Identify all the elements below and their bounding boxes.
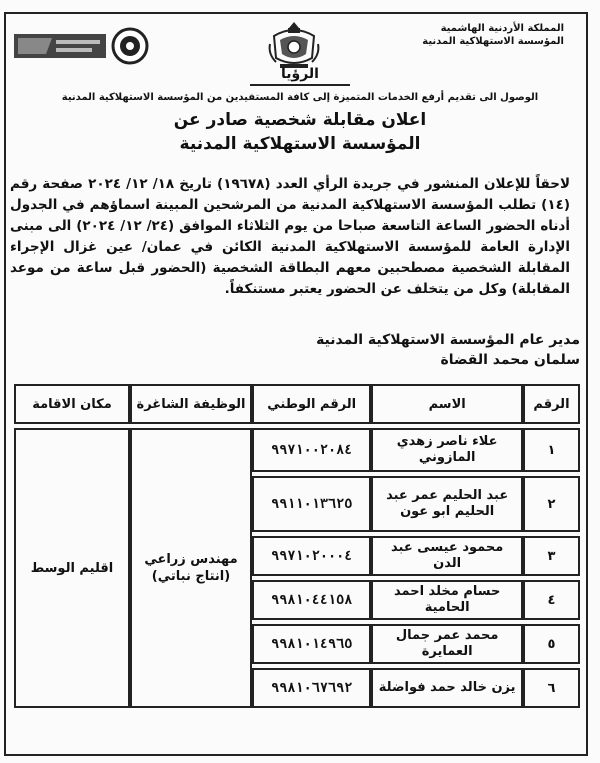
- header-residence: مكان الاقامة: [14, 384, 130, 424]
- row-national-id: ٩٩٨١٠٤٤١٥٨: [252, 580, 371, 620]
- signatory-title: مدير عام المؤسسة الاستهلاكية المدنية: [316, 332, 580, 348]
- row-name: عبد الحليم عمر عبد الحليم ابو عون: [371, 476, 523, 532]
- row-national-id: ٩٩٧١٠٢٠٠٠٤: [252, 536, 371, 576]
- signature-block: [20, 330, 580, 370]
- row-num: ٥: [523, 624, 580, 664]
- header-job: الوظيفة الشاغرة: [130, 384, 252, 424]
- jordan-crest-icon: [266, 18, 322, 70]
- header-institution: [414, 22, 564, 48]
- row-name: علاء ناصر زهدي المازوني: [371, 428, 523, 472]
- header-num: الرقم: [523, 384, 580, 424]
- residence-cell: اقليم الوسط: [14, 428, 130, 708]
- row-national-id: ٩٩٨١٠١٤٩٦٥: [252, 624, 371, 664]
- announcement-body: لاحقاً للإعلان المنشور في جريدة الرأي العدد (١٩٦٧٨) تاريخ ١٨/ ١٢/ ٢٠٢٤ صفحة رقم (١٤) تطلب المؤسسة الاستهلاكية المدنية من المرشحين المبينة اسماؤهم في الجدول أدناه الحضور الساعة التاسعة صباحا من يوم الثلاثاء الموافق (٢٤/ ١٢/ ٢٠٢٤) الى مبنى الإدارة العامة للمؤسسة الاستهلاكية المدنية الكائن في عمان/ عين غزال الإجراء المقابلة الشخصية مصطحبين معهم البطاقة الشخصية (الحضور قبل ساعة من موعد المقابلة) وكل من يتخلف عن الحضور يعتبر مستنكفاً.: [10, 176, 571, 297]
- institution-name: المؤسسة الاستهلاكية المدنية: [422, 36, 564, 47]
- header-national-id: الرقم الوطني: [252, 384, 371, 424]
- title-line-2: المؤسسة الاستهلاكية المدنية: [179, 134, 421, 154]
- header-name: الاسم: [371, 384, 523, 424]
- candidates-table: [14, 380, 580, 712]
- row-num: ٦: [523, 668, 580, 708]
- table-row: [14, 428, 580, 472]
- signatory-name: سلمان محمد القضاة: [440, 352, 580, 368]
- job-title-cell: مهندس زراعي (انتاج نباتي): [130, 428, 252, 708]
- row-name: حسام مخلد احمد الحامية: [371, 580, 523, 620]
- row-national-id: ٩٩١١٠١٣٦٢٥: [252, 476, 371, 532]
- row-national-id: ٩٩٨١٠٦٧٦٩٢: [252, 668, 371, 708]
- row-name: محمود عيسى عبد الدن: [371, 536, 523, 576]
- table-header-row: [14, 384, 580, 424]
- slogan: الوصول الى تقديم أرفع الخدمات المتميزة إلى كافة المستفيدين من المؤسسة الاستهلاكية المدنية: [61, 92, 539, 103]
- kingdom-name: المملكة الأردنية الهاشمية: [440, 23, 564, 34]
- title-line-1: اعلان مقابلة شخصية صادر عن: [173, 110, 427, 130]
- row-num: ٢: [523, 476, 580, 532]
- row-name: محمد عمر جمال العمايرة: [371, 624, 523, 664]
- vision-underline: [250, 84, 350, 86]
- row-name: يزن خالد حمد فواضلة: [371, 668, 523, 708]
- row-num: ٣: [523, 536, 580, 576]
- vision-label: الرؤيا: [281, 66, 319, 82]
- announcement-title: [0, 108, 600, 156]
- row-national-id: ٩٩٧١٠٠٢٠٨٤: [252, 428, 371, 472]
- institution-logo-icon: [12, 26, 152, 66]
- row-num: ١: [523, 428, 580, 472]
- row-num: ٤: [523, 580, 580, 620]
